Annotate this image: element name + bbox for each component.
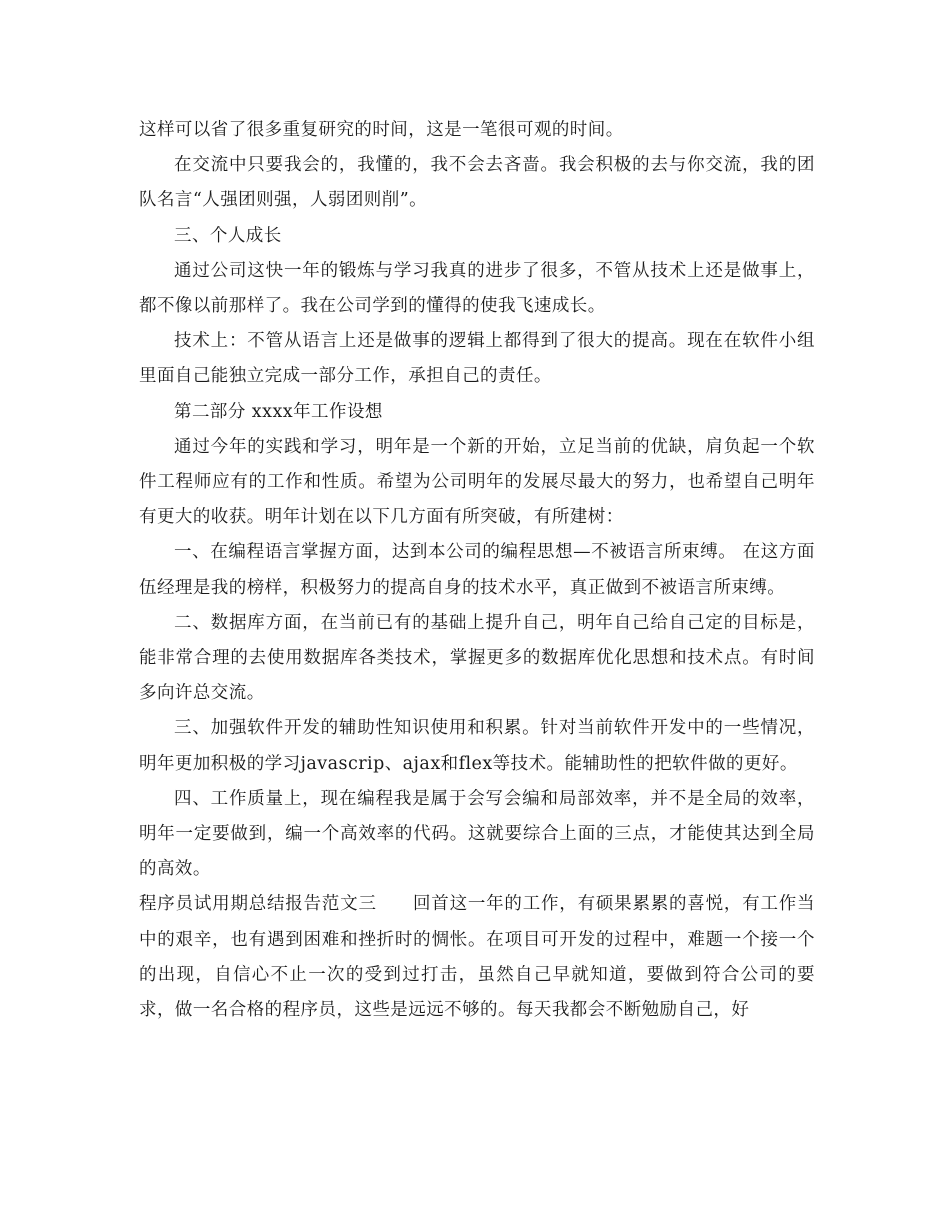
paragraph-7: 通过今年的实践和学习，明年是一个新的开始，立足当前的优缺，肩负起一个软件工程师应有的工作和性质。希望为公司明年的发展尽最大的努力，也希望自己明年有更大的收获。明年计划在以下几方面有所突破，有所建树： — [139, 436, 815, 528]
final-text: 回首这一年的工作，有硕果累累的喜悦，有工作当中的艰辛，也有遇到困难和挫折时的惆怅。在项目可开发的过程中，难题一个接一个的出现，自信心不止一次的受到过打击，虽然自己早就知道，要做到符合公司的要求，做一名合格的程序员，这些是远远不够的。每天我都会不断勉励自己，好 — [139, 894, 815, 1021]
paragraph-2: 在交流中只要我会的，我懂的，我不会去吝啬。我会积极的去与你交流，我的团队名言“人强团则强，人弱团则削”。 — [139, 155, 815, 211]
paragraph-4: 通过公司这快一年的锻炼与学习我真的进步了很多，不管从技术上还是做事上，都不像以前那样了。我在公司学到的懂得的使我飞速成长。 — [139, 260, 815, 317]
paragraph-10: 三、加强软件开发的辅助性知识使用和积累。针对当前软件开发中的一些情况，明年更加积极的学习javascrip、ajax和flex等技术。能辅助性的把软件做的更好。 — [139, 718, 815, 774]
paragraph-11: 四、工作质量上，现在编程我是属于会写会编和局部效率，并不是全局的效率，明年一定要做到，编一个高效率的代码。这就要综合上面的三点，才能使其达到全局的高效。 — [139, 788, 815, 880]
paragraph-1: 这样可以省了很多重复研究的时间，这是一笔很可观的时间。 — [139, 120, 624, 140]
final-heading-gap — [377, 894, 413, 914]
final-heading: 程序员试用期总结报告范文三 — [139, 894, 377, 915]
section-heading-personal-growth: 三、个人成长 — [174, 225, 282, 246]
paragraph-5: 技术上：不管从语言上还是做事的逻辑上都得到了很大的提高。现在在软件小组里面自己能独立完成一部分工作，承担自己的责任。 — [139, 331, 815, 387]
paragraph-9: 二、数据库方面，在当前已有的基础上提升自己，明年自己给自己定的目标是，能非常合理的去使用数据库各类技术，掌握更多的数据库优化思想和技术点。有时间多向许总交流。 — [139, 612, 815, 704]
document-body — [139, 113, 815, 1028]
paragraph-8: 一、在编程语言掌握方面，达到本公司的编程思想—不被语言所束缚。 在这方面伍经理是我的榜样，积极努力的提高自身的技术水平，真正做到不被语言所束缚。 — [139, 542, 815, 598]
section-heading-part-two: 第二部分 xxxx年工作设想 — [174, 401, 383, 422]
final-paragraph — [139, 887, 815, 1028]
